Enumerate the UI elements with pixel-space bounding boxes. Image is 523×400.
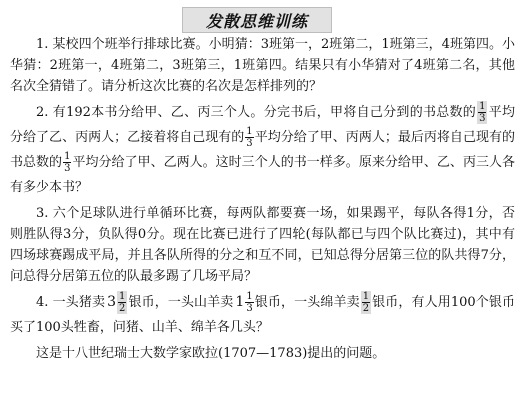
fraction-one-half xyxy=(117,291,127,314)
fraction-one-third xyxy=(245,291,253,314)
fraction-numerator: 1 xyxy=(246,291,253,302)
problem-4 xyxy=(10,290,515,340)
fraction-denominator: 3 xyxy=(246,138,253,149)
title-banner xyxy=(182,7,332,33)
problem-3: 3. 六个足球队进行单循环比赛，每两队都要赛一场，如果踢平，每队各得1分，否则胜队得3分，负队得0分。现在比赛已进行了四轮(每队都已与四个队比赛过)，其中有四场球赛踢成平局，并且各队所得的分之和互不同，已知总得分居第三位的队共得7分，问总得分居第五位的队最多踢了几场平局？ xyxy=(10,206,515,284)
problem-2 xyxy=(10,100,515,200)
fraction-denominator: 3 xyxy=(64,163,71,174)
fraction-denominator: 3 xyxy=(479,113,486,124)
fraction-denominator: 2 xyxy=(362,303,370,314)
fraction-numerator: 1 xyxy=(479,101,486,112)
fraction-numerator: 1 xyxy=(362,291,370,302)
fraction-denominator: 2 xyxy=(119,303,126,314)
fraction-one-third xyxy=(63,151,71,174)
problem-4-footnote: 这是十八世纪瑞士大数学家欧拉(1707—1783)提出的问题。 xyxy=(36,346,386,361)
problem-2-text-3: 平均分给了甲、丙两人；最后丙将自己现有的书总数的 xyxy=(10,130,515,170)
fraction-numerator: 1 xyxy=(246,126,253,137)
mixed-number-whole: 1 xyxy=(235,294,245,310)
problem-2-text-1: 2. 有192本书分给甲、乙、丙三个人。分完书后，甲将自己分到的书总数的 xyxy=(36,105,477,120)
fraction-one-third xyxy=(245,126,253,149)
problem-4-text-1: 4. 一头猪卖 xyxy=(36,295,106,310)
problem-4-text-4: 银币，有人用100个银币买了100头牲畜，问猪、山羊、绵羊各几头？ xyxy=(10,295,515,335)
fraction-one-half xyxy=(361,291,371,314)
fraction-denominator: 3 xyxy=(246,303,253,314)
problem-1: 1. 某校四个班举行排球比赛。小明猜：3班第一，2班第二，1班第三，4班第四。小华猜：2班第一，4班第二，3班第三，1班第四。结果只有小华猜对了4班第二名，其他名次全猜错了。请分析这次比赛的名次是怎样排列的？ xyxy=(10,37,515,94)
page-title: 发散思维训练 xyxy=(205,11,308,31)
mixed-number-whole: 3 xyxy=(107,294,117,310)
fraction-one-third xyxy=(477,101,487,124)
problem-4-text-3: 银币，一头绵羊卖 xyxy=(254,295,360,310)
problem-2-text-4: 平均分给了甲、乙两人。这时三个人的书一样多。原来分给甲、乙、丙三人各有多少本书？ xyxy=(10,155,515,195)
fraction-numerator: 1 xyxy=(119,291,126,302)
problem-2-text-2: 平均分给了乙、丙两人；乙接着将自己现有的 xyxy=(10,105,515,145)
fraction-numerator: 1 xyxy=(64,151,71,162)
problem-list xyxy=(10,34,515,367)
problem-4-text-2: 银币，一头山羊卖 xyxy=(128,295,234,310)
